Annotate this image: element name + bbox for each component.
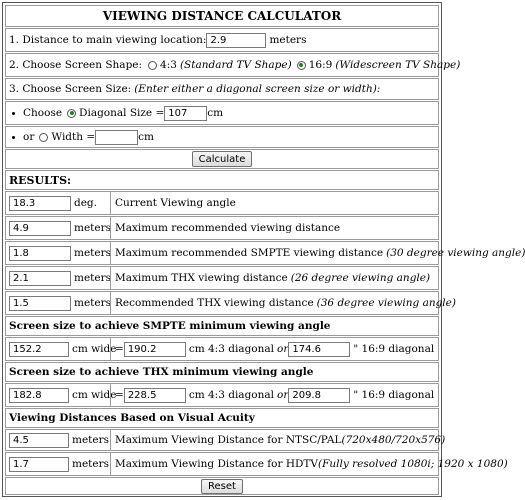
result-unit: deg.: [74, 197, 97, 209]
acuity-desc: Maximum Viewing Distance for NTSC/PAL: [115, 434, 342, 446]
diagonal-unit: cm: [207, 107, 224, 119]
result-row: [5, 216, 439, 240]
acuity-heading: Viewing Distances Based on Visual Acuity: [9, 412, 255, 424]
shape-169-label: 16:9: [308, 59, 333, 71]
result-desc: Maximum recommended SMPTE viewing distance: [115, 247, 384, 259]
width-unit: cm: [138, 131, 154, 143]
size-label: 3. Choose Screen Size:: [9, 83, 132, 95]
acuity-note: (720x480/720x576): [341, 434, 446, 446]
distance-label: 1. Distance to main viewing location:: [9, 34, 207, 46]
acuity-unit: meters: [72, 458, 110, 470]
result-desc: Maximum THX viewing distance: [115, 272, 288, 284]
choose-label: Choose: [23, 107, 63, 119]
smpte-wide-input[interactable]: [9, 342, 69, 357]
acuity-row: [5, 452, 508, 476]
acuity-heading-row: [5, 408, 439, 428]
smpte-wide-unit: cm wide: [72, 343, 117, 355]
result-desc: Recommended THX viewing distance: [115, 297, 314, 309]
thx-equals: =: [115, 389, 124, 401]
result-unit: meters: [74, 247, 112, 259]
acuity-row: [5, 429, 446, 451]
title-row: [5, 5, 439, 27]
result-row: [5, 241, 525, 265]
acuity-unit: meters: [72, 434, 110, 446]
size-hint: (Enter either a diagonal screen size or width):: [134, 83, 381, 95]
result-row: [5, 291, 456, 315]
diagonal-row: [5, 101, 439, 125]
acuity-value[interactable]: [9, 433, 69, 448]
reset-row: [5, 477, 439, 495]
result-unit: meters: [74, 297, 112, 309]
width-radio[interactable]: [39, 133, 48, 142]
result-note: (30 degree viewing angle): [386, 247, 525, 259]
distance-row: [5, 28, 439, 52]
acuity-note: (Fully resolved 1080i; 1920 x 1080): [318, 458, 508, 470]
result-note: (26 degree viewing angle): [290, 272, 431, 284]
bullet-icon: [12, 136, 15, 139]
diagonal-input[interactable]: [164, 106, 207, 121]
width-label: Width =: [51, 131, 96, 143]
bullet-icon: [12, 112, 15, 115]
result-unit: meters: [74, 222, 112, 234]
thx-row: [5, 383, 439, 407]
result-desc: Maximum recommended viewing distance: [115, 222, 341, 234]
smpte-heading: Screen size to achieve SMPTE minimum viewing angle: [9, 320, 331, 332]
thx-diag43-unit: cm 4:3 diagonal: [188, 389, 274, 401]
smpte-diag169-input[interactable]: [288, 342, 350, 357]
shape-row: [5, 53, 461, 77]
result-note: (36 degree viewing angle): [316, 297, 456, 309]
thx-wide-input[interactable]: [9, 388, 69, 403]
shape-43-radio[interactable]: [148, 61, 157, 70]
width-row: [5, 126, 439, 148]
result-value[interactable]: [9, 296, 71, 311]
shape-169-desc: (Widescreen TV Shape): [335, 59, 461, 71]
size-row: [5, 78, 439, 100]
thx-diag169-input[interactable]: [288, 388, 350, 403]
results-heading-row: [5, 170, 439, 190]
smpte-diag43-input[interactable]: [124, 342, 186, 357]
thx-heading-row: [5, 362, 439, 382]
calculate-button[interactable]: Calculate: [192, 151, 253, 167]
result-row: [5, 266, 439, 290]
diagonal-radio[interactable]: [67, 109, 76, 118]
shape-label: 2. Choose Screen Shape:: [9, 59, 143, 71]
smpte-or: or: [277, 343, 289, 355]
acuity-value[interactable]: [9, 457, 69, 472]
distance-input[interactable]: [206, 33, 266, 48]
result-value[interactable]: [9, 246, 71, 261]
or-label: or: [23, 131, 35, 143]
thx-heading: Screen size to achieve THX minimum viewing angle: [9, 366, 314, 378]
thx-or: or: [277, 389, 289, 401]
result-unit: meters: [74, 272, 112, 284]
diagonal-label: Diagonal Size =: [79, 107, 165, 119]
smpte-heading-row: [5, 316, 439, 336]
smpte-equals: =: [115, 343, 124, 355]
shape-43-label: 4:3: [160, 59, 177, 71]
acuity-desc: Maximum Viewing Distance for HDTV: [115, 458, 319, 470]
thx-wide-unit: cm wide: [72, 389, 117, 401]
result-value[interactable]: [9, 221, 71, 236]
smpte-diag169-unit: " 16:9 diagonal: [353, 343, 435, 355]
shape-43-desc: (Standard TV Shape): [179, 59, 292, 71]
shape-169-radio[interactable]: [297, 61, 306, 70]
thx-diag43-input[interactable]: [124, 388, 186, 403]
result-value[interactable]: [9, 271, 71, 286]
page-title: VIEWING DISTANCE CALCULATOR: [102, 9, 342, 23]
result-desc: Current Viewing angle: [115, 197, 236, 209]
result-row: [5, 191, 439, 215]
thx-diag169-unit: " 16:9 diagonal: [353, 389, 435, 401]
reset-button[interactable]: Reset: [201, 479, 243, 494]
width-input[interactable]: [95, 130, 138, 145]
result-value[interactable]: [9, 196, 71, 211]
viewing-distance-calculator: [2, 2, 525, 497]
smpte-row: [5, 337, 439, 361]
calculate-row: [5, 149, 439, 169]
smpte-diag43-unit: cm 4:3 diagonal: [188, 343, 274, 355]
distance-unit: meters: [269, 34, 307, 46]
results-heading: RESULTS:: [9, 173, 72, 187]
